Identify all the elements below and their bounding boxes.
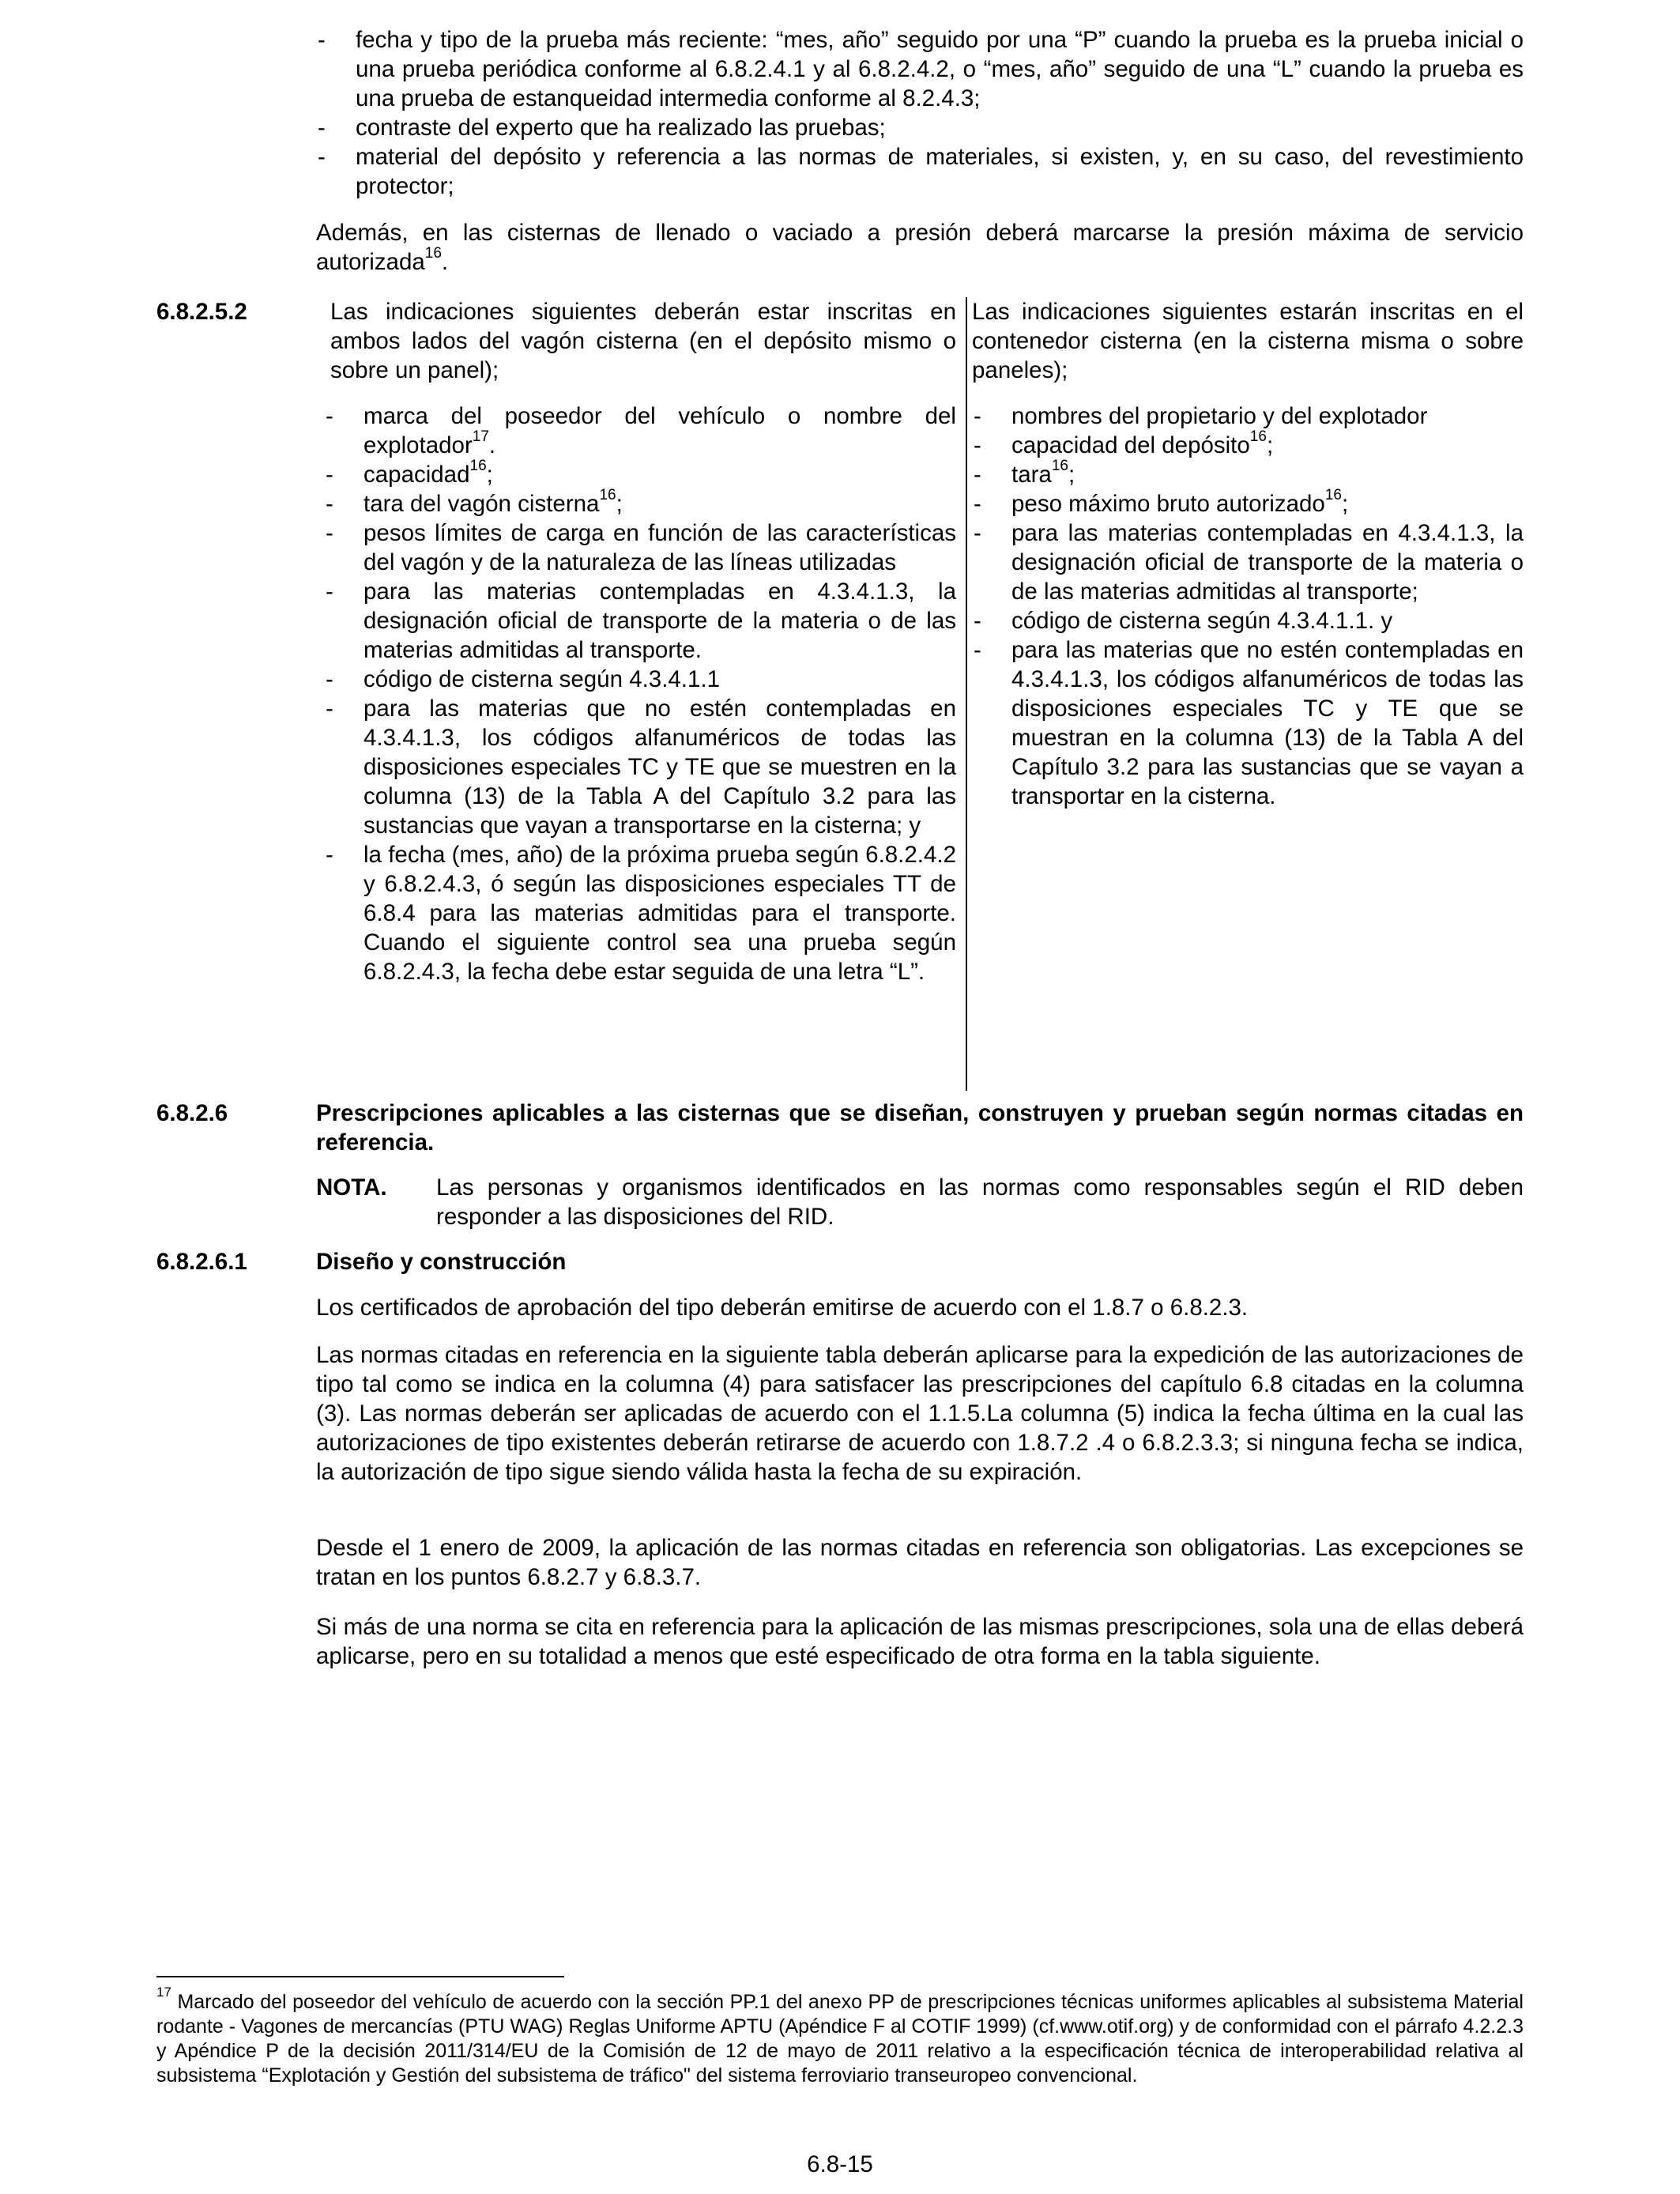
section-number: 6.8.2.6 — [156, 1100, 228, 1126]
paragraph: Los certificados de aprobación del tipo deberán emitirse de acuerdo con el 1.8.7 o 6.8.2.3. — [316, 1295, 1249, 1321]
footnote — [156, 1984, 1524, 2088]
page-number: 6.8-15 — [807, 2151, 873, 2177]
left-column-intro: Las indicaciones siguientes deberán estar inscritas en ambos lados del vagón cisterna (en el depósito mismo o sobre un panel); — [330, 299, 956, 383]
list-item: - tara del vagón cisterna$^{16}$; — [324, 489, 956, 518]
list-item: - la fecha (mes, año) de la próxima prueba según 6.8.2.4.2 y 6.8.2.4.3, ó según las disposiciones especiales TT de 6.8.4 para las materias admitidas para el transporte. Cuando el siguiente control sea una prueba según 6.8.2.4.3, la fecha debe estar seguida de una letra “L”. — [324, 840, 956, 986]
list-item: - para las materias contempladas en 4.3.4.1.3, la designación oficial de transporte de la materia o de las materias admitidas al transporte. — [324, 577, 956, 665]
list-item: - para las materias que no estén contempladas en 4.3.4.1.3, los códigos alfanuméricos de todas las disposiciones especiales TC y TE que se muestren en la columna (13) de la Tabla A del Capítulo 3.2 para las sustancias que vayan a transportarse en la cisterna; y — [324, 694, 956, 840]
footnote-ref: 16 — [424, 245, 442, 262]
section-title: Diseño y construcción — [316, 1249, 567, 1275]
section-number: 6.8.2.5.2 — [156, 299, 247, 325]
list-item: - capacidad del depósito$^{16}$; — [972, 431, 1524, 460]
top-list — [316, 25, 1524, 201]
nota-text: Las personas y organismos identificados en las normas como responsables según el RID deben responder a las disposiciones del RID. — [436, 1174, 1524, 1230]
column-divider — [966, 297, 967, 1091]
footnote-separator — [156, 1976, 564, 1977]
paragraph: Las normas citadas en referencia en la siguiente tabla deberán aplicarse para la expedición de las autorizaciones de tipo tal como se indica en la columna (4) para satisfacer las prescripciones del capítulo 6.8 citadas en la columna (3). Las normas deberán ser aplicadas de acuerdo con el 1.1.5.La columna (5) indica la fecha última en la cual las autorizaciones de tipo existentes deberán retirarse de acuerdo con 1.8.7.2 .4 o 6.8.2.3.3; si ninguna fecha se indica, la autorización de tipo sigue siendo válida hasta la fecha de su expiración. — [316, 1342, 1524, 1485]
left-column-list — [324, 401, 956, 986]
list-item: - capacidad$^{16}$; — [324, 460, 956, 489]
section-title: Prescripciones aplicables a las cisternas que se diseñan, construyen y prueban según normas citadas en referencia. — [316, 1100, 1524, 1155]
section-number: 6.8.2.6.1 — [156, 1249, 247, 1275]
list-item: - pesos límites de carga en función de las características del vagón y de la naturaleza de las líneas utilizadas — [324, 518, 956, 577]
ademas-paragraph: Además, en las cisternas de llenado o vaciado a presión deberá marcarse la presión máxima de servicio autorizada$^{16}$. — [316, 220, 1524, 275]
footnote-text: Marcado del poseedor del vehículo de acuerdo con la sección PP.1 del anexo PP de prescripciones técnicas uniformes aplicables al subsistema Material rodante - Vagones de mercancías (PTU WAG) Reglas Uniforme APTU (Apéndice F al COTIF 1999) (cf.www.otif.org) y de conformidad con el párrafo 4.2.2.3 y Apéndice P de la decisión 2011/314/EU de la Comisión de 12 de mayo de 2011 relativo a la especificación técnica de interoperabilidad relativa al subsistema “Explotación y Gestión del subsistema de tráfico" del sistema ferroviario transeuropeo convencional. — [156, 1991, 1524, 2087]
list-item: - peso máximo bruto autorizado$^{16}$; — [972, 489, 1524, 518]
nota-label: NOTA. — [316, 1174, 387, 1201]
list-item: - para las materias contempladas en 4.3.4.1.3, la designación oficial de transporte de la materia o de las materias admitidas al transporte; — [972, 518, 1524, 606]
paragraph: Si más de una norma se cita en referencia para la aplicación de las mismas prescripciones, sola una de ellas deberá aplicarse, pero en su totalidad a menos que esté especificado de otra forma en la tabla siguiente. — [316, 1614, 1524, 1669]
list-item: - nombres del propietario y del explotador — [972, 401, 1524, 431]
list-item: - tara$^{16}$; — [972, 460, 1524, 489]
list-item: - fecha y tipo de la prueba más reciente: “mes, año” seguido por una “P” cuando la prueba es la prueba inicial o una prueba periódica conforme al 6.8.2.4.1 y al 6.8.2.4.2, o “mes, año” seguido de una “L” cuando la prueba es una prueba de estanqueidad intermedia conforme al 8.2.4.3; — [316, 25, 1524, 113]
list-item: - marca del poseedor del vehículo o nombre del explotador$^{17}$. — [324, 401, 956, 460]
list-item: - material del depósito y referencia a las normas de materiales, si existen, y, en su caso, del revestimiento protector; — [316, 142, 1524, 201]
list-item: - código de cisterna según 4.3.4.1.1 — [324, 665, 956, 694]
right-column-intro: Las indicaciones siguientes estarán inscritas en el contenedor cisterna (en la cisterna misma o sobre paneles); — [972, 299, 1524, 383]
list-item: - contraste del experto que ha realizado las pruebas; — [316, 113, 1524, 142]
right-column-list — [972, 401, 1524, 811]
list-item: - código de cisterna según 4.3.4.1.1. y — [972, 606, 1524, 635]
list-item: - para las materias que no estén contempladas en 4.3.4.1.3, los códigos alfanuméricos de todas las disposiciones especiales TC y TE que se muestran en la columna (13) de la Tabla A del Capítulo 3.2 para las sustancias que se vayan a transportar en la cisterna. — [972, 635, 1524, 811]
footnote-mark: 17 — [156, 1984, 171, 2000]
paragraph: Desde el 1 enero de 2009, la aplicación de las normas citadas en referencia son obligatorias. Las excepciones se tratan en los puntos 6.8.2.7 y 6.8.3.7. — [316, 1535, 1524, 1590]
